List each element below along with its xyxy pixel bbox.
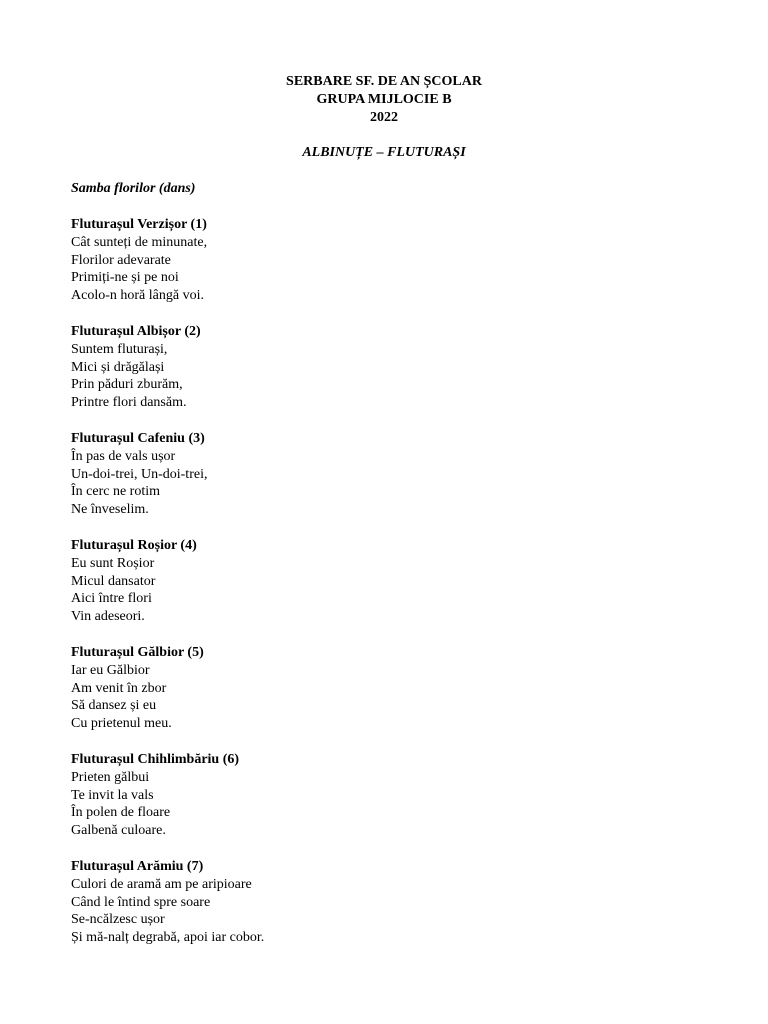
verse-line: Când le întind spre soare (71, 894, 211, 910)
verse-line: Un-doi-trei, Un-doi-trei, (71, 466, 208, 482)
header-title: SERBARE SF. DE AN ȘCOLAR (286, 74, 482, 89)
verse-line: Ne înveselim. (71, 502, 149, 518)
verse-line: Mici și drăgălași (71, 359, 165, 375)
stanza (71, 537, 711, 626)
stanza-title: Fluturașul Verzișor (1) (71, 217, 207, 232)
verse-line: Iar eu Gălbior (71, 662, 150, 678)
verse-line: Am venit în zbor (71, 680, 167, 696)
stanza (71, 430, 711, 519)
stanza (71, 323, 711, 412)
stanza-title: Fluturașul Cafeniu (3) (71, 430, 205, 446)
stanza-title: Fluturașul Albișor (2) (71, 323, 201, 339)
verse-line: Cât sunteți de minunate, (71, 234, 208, 250)
verse-line: În polen de floare (71, 805, 171, 821)
verse-line: Să dansez și eu (71, 698, 157, 714)
stanza-title: Fluturașul Chihlimbăriu (6) (71, 751, 240, 767)
verse-line: Acolo-n horă lângă voi. (71, 288, 204, 304)
document-header (0, 73, 768, 127)
header-year: 2022 (370, 110, 398, 125)
poem-body (71, 180, 711, 965)
verse-line: Printre flori dansăm. (71, 395, 187, 411)
verse-line: Se-ncălzesc ușor (71, 912, 165, 928)
verse-line: Prieten gălbui (71, 769, 150, 785)
stanza (71, 644, 711, 733)
intro-line: Samba florilor (dans) (71, 181, 196, 196)
verse-line: Galbenă culoare. (71, 823, 166, 839)
verse-line: Prin păduri zburăm, (71, 377, 183, 393)
stanza-title: Fluturașul Roșior (4) (71, 537, 197, 553)
stanza-title: Fluturașul Gălbior (5) (71, 644, 204, 660)
verse-line: În pas de vals ușor (71, 448, 176, 464)
verse-line: Cu prietenul meu. (71, 716, 172, 732)
stanza (71, 751, 711, 840)
verse-line: Eu sunt Roșior (71, 555, 155, 571)
stanza (71, 858, 711, 947)
stanza-title: Fluturașul Arămiu (7) (71, 858, 204, 874)
verse-line: Florilor adevarate (71, 252, 171, 268)
document-subtitle: ALBINUȚE – FLUTURAȘI (302, 145, 466, 160)
verse-line: Și mă-nalț degrabă, apoi iar cobor. (71, 930, 265, 946)
verse-line: Te invit la vals (71, 787, 154, 803)
verse-line: Culori de aramă am pe aripioare (71, 876, 252, 892)
verse-line: Vin adeseori. (71, 609, 145, 625)
verse-line: În cerc ne rotim (71, 484, 161, 500)
verse-line: Suntem fluturași, (71, 341, 168, 357)
verse-line: Aici între flori (71, 591, 152, 607)
header-group: GRUPA MIJLOCIE B (316, 92, 452, 107)
verse-line: Primiți-ne și pe noi (71, 270, 179, 286)
verse-line: Micul dansator (71, 573, 156, 589)
stanza (71, 216, 711, 305)
